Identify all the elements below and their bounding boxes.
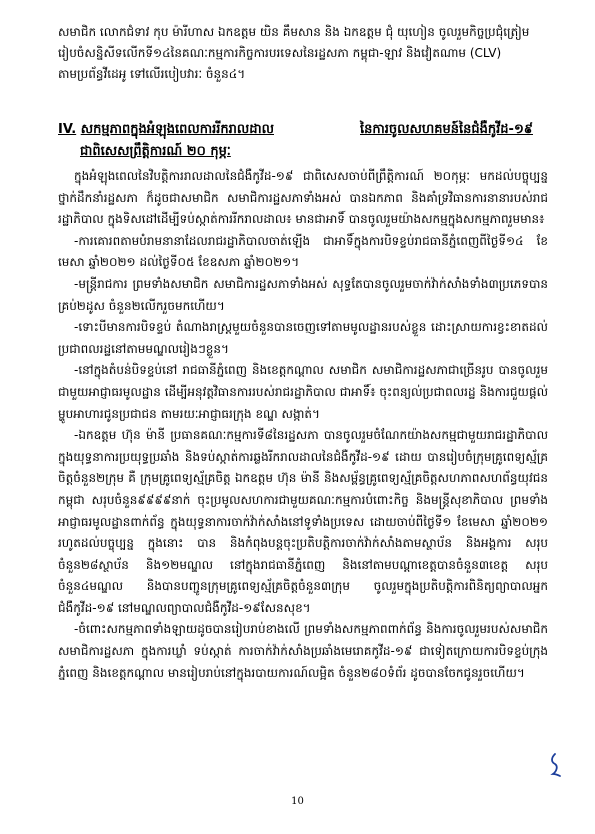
page-number: 10	[291, 796, 304, 807]
intro-line: តាមប្រព័ន្ធវីដេអូ ទៅលើរបៀបវារៈ ចំនួន៤។	[58, 67, 246, 81]
body-paragraph: -នៅក្នុងតំបន់បិទខ្ទប់នៅ រាជធានីភ្នំពេញ និងខេត្តកណ្ដាល សមាជិក សមាជិការដ្ឋសភាជាច្រើនរូប បានចូលរួមជាមួយអាជ្ញាធរមូលដ្ឋាន ដើម្បីអនុវត្តវិធានការរបស់រាជរដ្ឋាភិបាល ជាអាទិ៍៖ ចុះពន្យល់ប្រជាពលរដ្ឋ និងការជួយផ្ដល់ម្ហូបអាហារជូនប្រជាជន តាមរយៈអាជ្ញាធរក្រុង ខណ្ឌ សង្កាត់។	[58, 363, 548, 421]
section-title-right	[360, 118, 533, 142]
section-body	[58, 166, 548, 684]
section-title-right-text: នៃជំងឺកូវីដ-១៩	[459, 122, 533, 137]
intro-line: សមាជិក លោកជំទាវ កុប ម៉ារីហាស ឯកឧត្តម យិន គឹមសាន និង ឯកឧត្តម ជុំ យុហៀន ចូលរួមកិច្ចប្រជុំត្រៀម	[58, 25, 530, 39]
handwritten-initial	[545, 752, 563, 778]
body-paragraph: -ទោះបីមានការបិទខ្ទប់ តំណាងរាស្ត្រមួយចំនួនបានចេញទៅតាមមូលដ្ឋានរបស់ខ្លួន ដោះស្រាយការខ្វះខាតដល់ប្រជាពលរដ្ឋនៅតាមមណ្ឌលរៀងៗខ្លួន។	[58, 320, 548, 356]
body-paragraph: ក្នុងអំឡុងពេលនៃវិបត្តិការរាលដាលនៃជំងឺកូវីដ-១៩ ជាពិសេសចាប់ពីព្រឹត្តិការណ៍ ២០កុម្ភៈ មកដល់បច្ចុប្បន្ន ថ្នាក់ដឹកនាំរដ្ឋសភា ក៏ដូចជាសមាជិក សមាជិការដ្ឋសភាទាំងអស់ បានឯកភាព និងគាំទ្រវិធានការនានារបស់រាជរដ្ឋាភិបាល ក្នុងទិសដៅដើម្បីទប់ស្កាត់ការរីករាលដាល៖ មានជាអាទិ៍ បានចូលរួមយ៉ាងសកម្មក្នុងសកម្មភាពរួមមាន៖	[58, 169, 548, 227]
body-paragraph: -មន្ត្រីរាជការ ព្រមទាំងសមាជិក សមាជិការដ្ឋសភាទាំងអស់ សុទ្ធតែបានចូលរួមចាក់វ៉ាក់សាំងទាំង៣ប្រភេទបានគ្រប់២ដូស ចំនួន២លើករួចមកហើយ។	[58, 276, 548, 313]
section-heading	[58, 118, 548, 159]
intro-line: រៀបចំសន្និសីទលើកទី១៤នៃគណៈកម្មការកិច្ចការបរទេសនៃរដ្ឋសភា កម្ពុជា-ឡាវ និងវៀតណាម (CLV)	[58, 46, 502, 60]
section-title-right-underlined: នៃការចូលសហគមន៍	[360, 122, 460, 137]
section-title-left: សកម្មភាពក្នុងអំឡុងពេលការរីករាលដាល	[80, 122, 274, 137]
body-paragraph: -ការគោរពតាមបំរាមនានាដែលរាជរដ្ឋាភិបាលចាត់ឡើង ជាអាទិ៍ក្នុងការបិទខ្ទប់រាជធានីភ្នំពេញពីថ្ងៃទី១៤ ខែមេសា ឆ្នាំ២០២១ ដល់ថ្ងៃទី០៥ ខែឧសភា ឆ្នាំ២០២១។	[58, 233, 548, 270]
body-paragraph: -ចំពោះសកម្មភាពទាំងឡាយដូចបានរៀបរាប់ខាងលើ ព្រមទាំងសកម្មភាពពាក់ព័ន្ធ និងការចូលរួមរបស់សមាជិក សមាជិការដ្ឋសភា ក្នុងការឃ្លាំ ទប់ស្កាត់ ការចាក់វ៉ាក់សាំងប្រឆាំងមេរោគកូវីដ-១៩ ជាទៀតក្រោយការបិទខ្ទប់ក្រុងភ្នំពេញ និងខេត្តកណ្ដាល មានរៀបរាប់នៅក្នុងរបាយការណ៍លម្អិត ចំនួន២៨០ទំព័រ ដូចបានចែកជូនរួចហើយ។	[58, 622, 548, 680]
section-number: IV.	[58, 122, 77, 137]
body-paragraph: -ឯកឧត្តម ហ៊ុន ម៉ានី ប្រធានគណៈកម្មការទី៨នៃរដ្ឋសភា បានចូលរួមចំណែកយ៉ាងសកម្មជាមួយរាជរដ្ឋាភិបាល ក្នុងយុទ្ធនាការប្រយុទ្ធប្រឆាំង និងទប់ស្កាត់ការឆ្លងរីករាលដាលនៃជំងឺកូវីដ-១៩ ដោយ បានរៀបចំក្រុមគ្រូពេទ្យស្ម័គ្រចិត្តចំនួន២ក្រុម គឺ ក្រុមគ្រូពេទ្យស្ម័គ្រចិត្ត ឯកឧត្តម ហ៊ុន ម៉ានី និងសម្ព័ន្ធគ្រូពេទ្យស្ម័គ្រចិត្តសហភាពសហព័ន្ធយុវជនកម្ពុជា សរុបចំនួន៩៩៩៩នាក់ ចុះប្រមូលសហការជាមួយគណៈកម្មការបំពោះកិច្ច និងមន្ត្រីសុខាភិបាល ព្រមទាំងអាជ្ញាធរមូលដ្ឋានពាក់ព័ន្ធ ក្នុងយុទ្ធនាការចាក់វ៉ាក់សាំងនៅទូទាំងប្រទេស ដោយចាប់ពីថ្ងៃទី១ ខែមេសា ឆ្នាំ២០២១ រហូតដល់បច្ចុប្បន្ន ក្នុងនោះ បាន និងកំពុងបន្តចុះប្រតិបត្តិការចាក់វ៉ាក់សាំងតាមស្ថាប័ន និងអង្គការ សរុបចំនួន២៨ស្ថាប័ន និង១២មណ្ឌល នៅក្នុងរាជធានីភ្នំពេញ និងនៅតាមបណ្ដាខេត្តបានចំនួន៣ខេត្ត សរុបចំនួន៤មណ្ឌល និងបានបញ្ជូនក្រុមគ្រូពេទ្យស្ម័គ្រចិត្តចំនួន៣ក្រុម ចូលរួមក្នុងប្រតិបត្តិការពិនិត្យព្យាបាលអ្នកជំងឺកូវីដ-១៩ នៅមណ្ឌលព្យាបាលជំងឺកូវីដ-១៩សែនសុខ។	[58, 428, 548, 615]
intro-paragraph	[58, 22, 548, 85]
section-subtitle: ជាពិសេសព្រឹត្តិការណ៍ ២០ កុម្ភៈ	[80, 144, 231, 159]
